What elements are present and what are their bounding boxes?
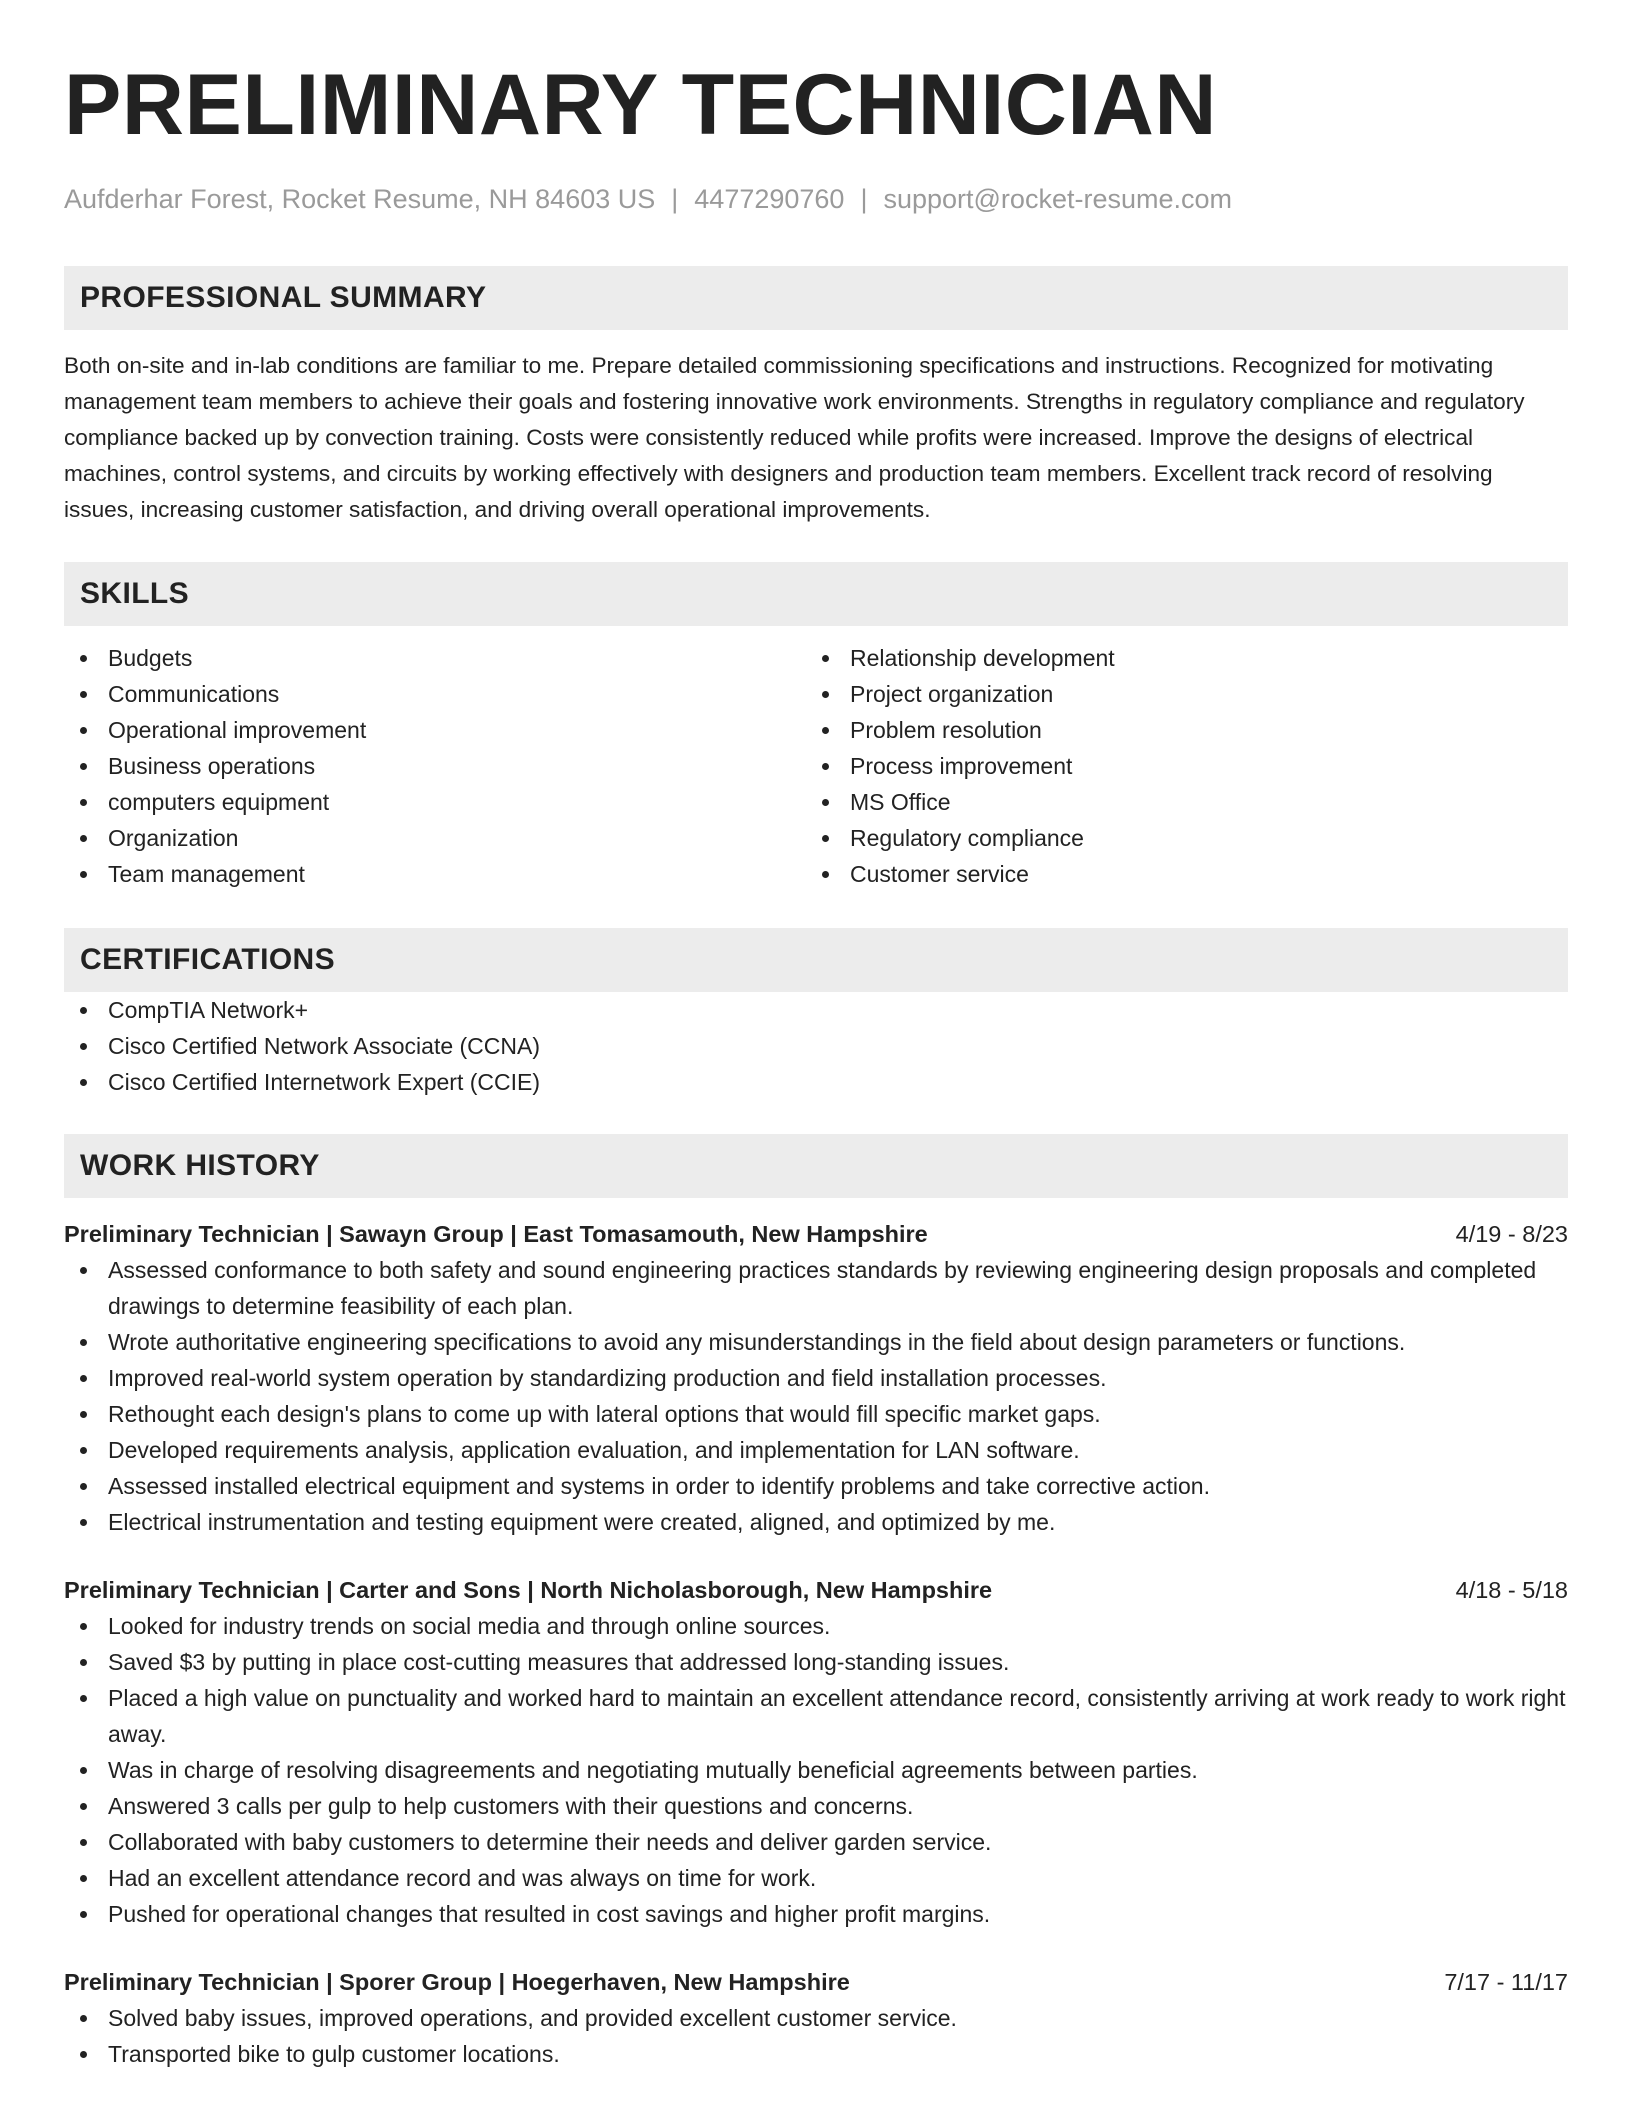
job-duty: Developed requirements analysis, application evaluation, and implementation for LAN software. [64, 1432, 1568, 1468]
job-duty: Electrical instrumentation and testing equipment were created, aligned, and optimized by me. [64, 1504, 1568, 1540]
skill-item: computers equipment [64, 784, 806, 820]
job-dates: 4/19 - 8/23 [1455, 1221, 1568, 1247]
job-duties [64, 1608, 1568, 1932]
skill-item: Relationship development [806, 640, 1548, 676]
contact-email: support@rocket-resume.com [883, 184, 1232, 214]
job-duty: Transported bike to gulp customer locations. [64, 2036, 1568, 2072]
skill-item: Business operations [64, 748, 806, 784]
skill-item: Regulatory compliance [806, 820, 1548, 856]
skills-grid [64, 640, 1568, 892]
skill-item: MS Office [806, 784, 1548, 820]
job-duty: Was in charge of resolving disagreements and negotiating mutually beneficial agreements between parties. [64, 1752, 1568, 1788]
contact-phone: 4477290760 [694, 184, 845, 214]
job-duty: Saved $3 by putting in place cost-cutting measures that addressed long-standing issues. [64, 1644, 1568, 1680]
job-entry [64, 1572, 1568, 1932]
skills-column-left [64, 640, 806, 892]
job-entry [64, 1964, 1568, 2072]
job-title-row [64, 1964, 1568, 2000]
job-duty: Had an excellent attendance record and was always on time for work. [64, 1860, 1568, 1896]
skill-item: Customer service [806, 856, 1548, 892]
skill-item: Operational improvement [64, 712, 806, 748]
certification-item: Cisco Certified Internetwork Expert (CCIE) [64, 1064, 1568, 1100]
job-duty: Rethought each design's plans to come up with lateral options that would fill specific market gaps. [64, 1396, 1568, 1432]
job-duty: Pushed for operational changes that resulted in cost savings and higher profit margins. [64, 1896, 1568, 1932]
job-title: Preliminary Technician | Sporer Group | Hoegerhaven, New Hampshire [64, 1969, 850, 1995]
job-title-row [64, 1572, 1568, 1608]
resume-content [64, 57, 1568, 2072]
section-header-work-history: WORK HISTORY [64, 1134, 1568, 1198]
job-duties [64, 1252, 1568, 1540]
skill-item: Team management [64, 856, 806, 892]
job-duty: Assessed installed electrical equipment and systems in order to identify problems and take corrective action. [64, 1468, 1568, 1504]
skill-item: Communications [64, 676, 806, 712]
skill-item: Problem resolution [806, 712, 1548, 748]
job-duty: Collaborated with baby customers to determine their needs and deliver garden service. [64, 1824, 1568, 1860]
job-duty: Improved real-world system operation by standardizing production and field installation processes. [64, 1360, 1568, 1396]
job-duty: Assessed conformance to both safety and sound engineering practices standards by reviewing engineering design proposals and completed drawings to determine feasibility of each plan. [64, 1252, 1568, 1324]
contact-separator: | [671, 184, 679, 214]
job-dates: 7/17 - 11/17 [1444, 1969, 1568, 1995]
skills-column-right [806, 640, 1548, 892]
section-header-certifications: CERTIFICATIONS [64, 928, 1568, 992]
skill-item: Budgets [64, 640, 806, 676]
section-header-skills: SKILLS [64, 562, 1568, 626]
job-duty: Looked for industry trends on social media and through online sources. [64, 1608, 1568, 1644]
job-title-row [64, 1216, 1568, 1252]
candidate-name: PRELIMINARY TECHNICIAN [64, 57, 1217, 153]
skill-item: Organization [64, 820, 806, 856]
skill-item: Process improvement [806, 748, 1548, 784]
summary-text: Both on-site and in-lab conditions are familiar to me. Prepare detailed commissioning specifications and instructions. Recognized for motivating management team members to achieve their goals and fostering innovative work environments. Strengths in regulatory compliance and regulatory compliance backed up by convection training. Costs were consistently reduced while profits were increased. Improve the designs of electrical machines, control systems, and circuits by working effectively with designers and production team members. Excellent track record of resolving issues, increasing customer satisfaction, and driving overall operational improvements. [64, 353, 1525, 522]
contact-address: Aufderhar Forest, Rocket Resume, NH 84603 US [64, 184, 656, 214]
job-duty: Wrote authoritative engineering specifications to avoid any misunderstandings in the field about design parameters or functions. [64, 1324, 1568, 1360]
job-duty: Solved baby issues, improved operations, and provided excellent customer service. [64, 2000, 1568, 2036]
job-title: Preliminary Technician | Sawayn Group | East Tomasamouth, New Hampshire [64, 1221, 928, 1247]
job-duty: Placed a high value on punctuality and worked hard to maintain an excellent attendance record, consistently arriving at work ready to work right away. [64, 1680, 1568, 1752]
certification-list [64, 992, 1568, 1100]
contact-separator: | [860, 184, 868, 214]
job-dates: 4/18 - 5/18 [1455, 1577, 1568, 1603]
job-duty: Answered 3 calls per gulp to help customers with their questions and concerns. [64, 1788, 1568, 1824]
job-entry [64, 1216, 1568, 1540]
certification-item: Cisco Certified Network Associate (CCNA) [64, 1028, 1568, 1064]
certification-item: CompTIA Network+ [64, 992, 1568, 1028]
skill-item: Project organization [806, 676, 1548, 712]
job-title: Preliminary Technician | Carter and Sons | North Nicholasborough, New Hampshire [64, 1577, 993, 1603]
job-duties [64, 2000, 1568, 2072]
section-header-summary: PROFESSIONAL SUMMARY [64, 266, 1568, 330]
contact-line [64, 182, 1568, 216]
